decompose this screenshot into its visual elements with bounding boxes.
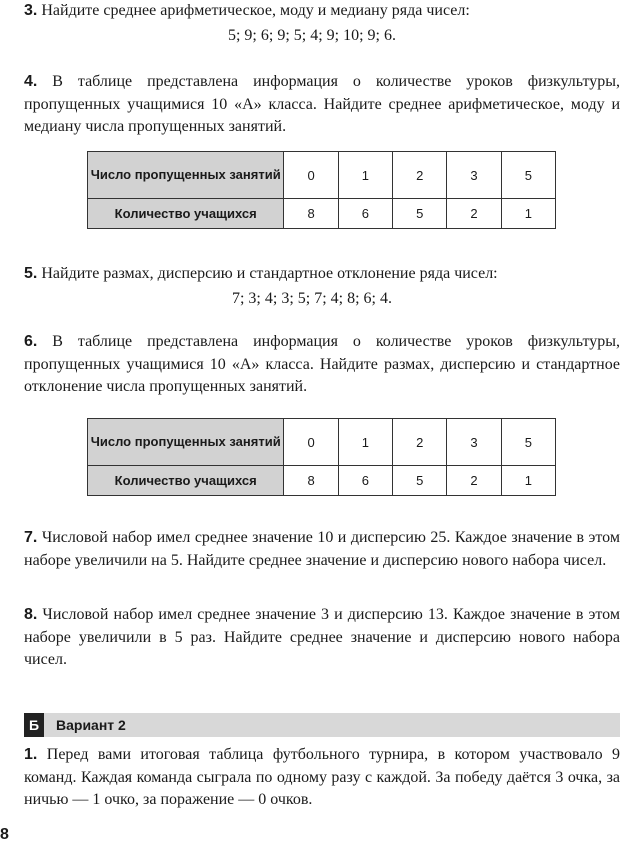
- table-cell: 2: [393, 419, 447, 466]
- table-cell: 6: [338, 466, 392, 496]
- table-cell: 5: [501, 152, 555, 199]
- table-cell: 5: [393, 466, 447, 496]
- problem-6: [24, 331, 620, 399]
- problem-7: [24, 527, 620, 572]
- table-cell: 1: [338, 419, 392, 466]
- problem-text: Найдите размах, дисперсию и стандартное отклонение ряда чисел:: [41, 265, 498, 282]
- table-cell: 6: [338, 199, 392, 229]
- table-cell: 2: [393, 152, 447, 199]
- table-cell: 2: [447, 199, 501, 229]
- problem-4: [24, 71, 620, 139]
- absence-table-1: [87, 151, 556, 229]
- problem-5: [24, 263, 620, 286]
- problem-text: Найдите среднее арифметическое, моду и медиану ряда чисел:: [41, 2, 470, 19]
- table-row-header: Число пропущенных занятий: [88, 152, 284, 199]
- table-cell: 5: [501, 419, 555, 466]
- problem-number: 8.: [24, 606, 38, 623]
- problem-text: Числовой набор имел среднее значение 3 и дисперсию 13. Каждое значение в этом наборе увеличили в 5 раз. Найдите среднее значение и дисперсию нового набора чисел.: [24, 606, 620, 668]
- table-cell: 1: [501, 199, 555, 229]
- problem-number: 4.: [24, 73, 38, 90]
- table-cell: 5: [393, 199, 447, 229]
- problem-text: В таблице представлена информация о количестве уроков физкультуры, пропущенных учащимися 10 «А» класса. Найдите размах, дисперсию и стандартное отклонение числа пропущенных занятий.: [24, 333, 620, 395]
- problem-number: 3.: [24, 2, 38, 19]
- table-row-header: Количество учащихся: [88, 466, 284, 496]
- table-cell: 1: [338, 152, 392, 199]
- problem-text: Перед вами итоговая таблица футбольного турнира, в котором участвовало 9 команд. Каждая команда сыграла по одному разу с каждой. За победу даётся 3 очка, за ничью — 1 очко, за поражение — 0 очков.: [24, 746, 620, 808]
- table-cell: 8: [284, 199, 338, 229]
- number-series: 5; 9; 6; 9; 5; 4; 9; 10; 9; 6.: [227, 27, 396, 44]
- problem-3: [24, 0, 620, 23]
- table-cell: 8: [284, 466, 338, 496]
- table-row-header: Количество учащихся: [88, 199, 284, 229]
- problem-number: 6.: [24, 333, 38, 350]
- problem-8: [24, 604, 620, 672]
- table-cell: 3: [447, 419, 501, 466]
- problem-number: 1.: [24, 746, 38, 763]
- problem-text: В таблице представлена информация о количестве уроков физкультуры, пропущенных учащимися 10 «А» класса. Найдите среднее арифметическое, моду и медиану числа пропущенных занятий.: [24, 73, 620, 135]
- problem-text: Числовой набор имел среднее значение 10 и дисперсию 25. Каждое значение в этом наборе увеличили на 5. Найдите среднее значение и дисперсию нового набора чисел.: [24, 529, 621, 569]
- variant-header: [24, 713, 620, 737]
- variant2-problem-1: [24, 744, 620, 812]
- table-cell: 1: [501, 466, 555, 496]
- absence-table-2: [87, 418, 556, 496]
- table-cell: 0: [284, 152, 338, 199]
- table-cell: 2: [447, 466, 501, 496]
- table-row-header: Число пропущенных занятий: [88, 419, 284, 466]
- variant-badge: Б: [24, 713, 44, 737]
- table-cell: 0: [284, 419, 338, 466]
- problem-number: 5.: [24, 265, 38, 282]
- problem-number: 7.: [24, 529, 38, 546]
- number-series: 7; 3; 4; 3; 5; 7; 4; 8; 6; 4.: [231, 290, 392, 307]
- table-cell: 3: [447, 152, 501, 199]
- variant-title: Вариант 2: [56, 717, 126, 733]
- page-number: 8: [0, 826, 9, 843]
